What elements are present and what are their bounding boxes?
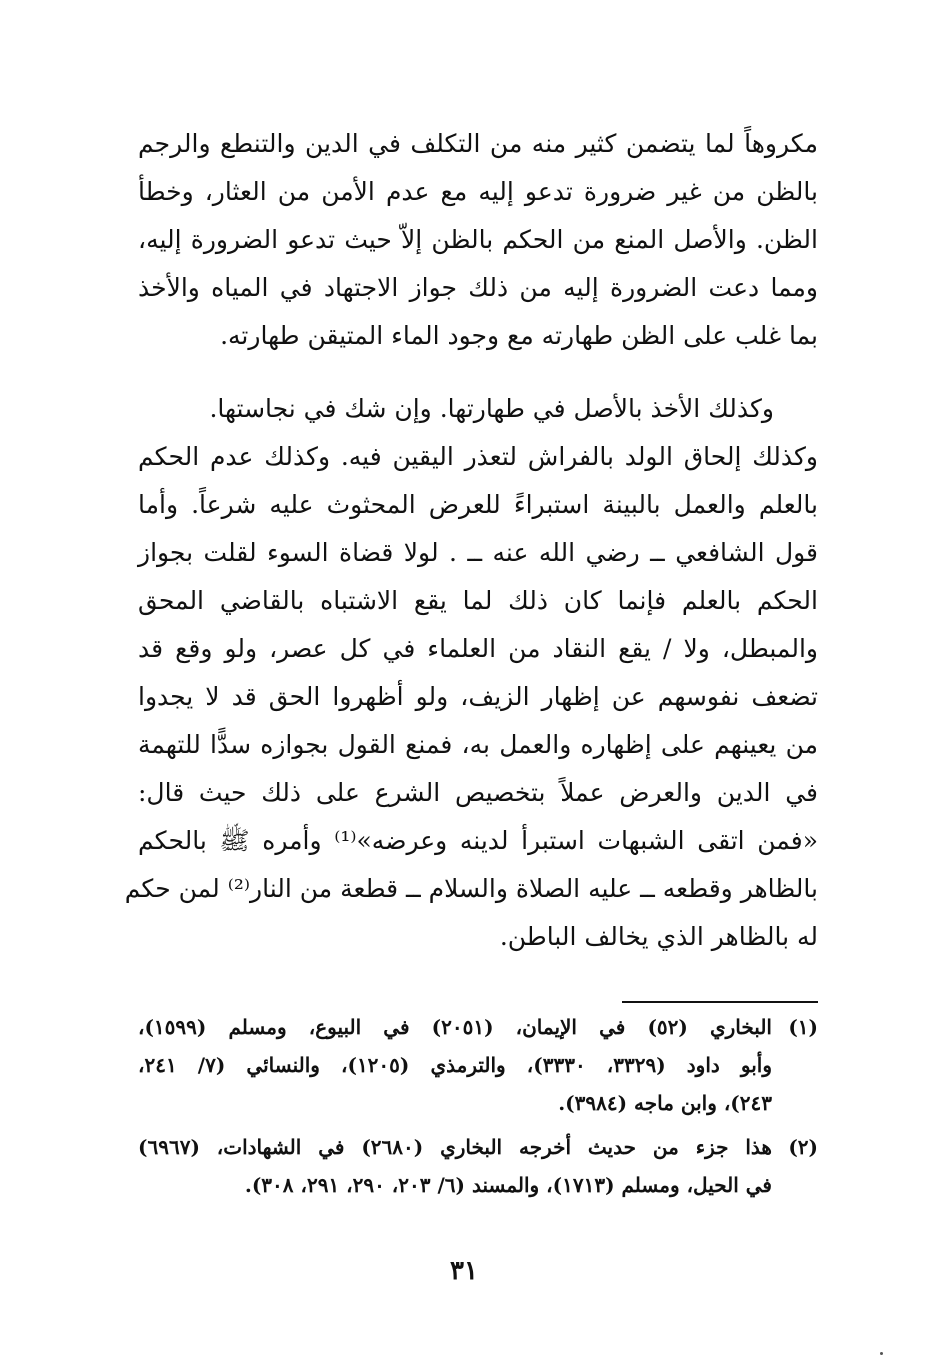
- text-line: من يعينهم على إظهاره والعمل به، فمنع القول بجوازه سدًّا للتهمة: [138, 730, 818, 759]
- text-line: مكروهاً لما يتضمن كثير منه من التكلف في الدين والتنطع والرجم: [138, 129, 818, 158]
- footnotes: [138, 1008, 818, 1210]
- footnote-line: في الحيل، ومسلم (١٧١٣)، والمسند (٦/ ٢٠٣، ٢٩٠، ٢٩١، ٣٠٨).: [244, 1173, 772, 1197]
- footnote-line: ٢٤٣)، وابن ماجه (٣٩٨٤).: [558, 1091, 772, 1115]
- page-number: ٣١: [450, 1256, 478, 1286]
- footnote-line: هذا جزء من حديث أخرجه البخاري (٢٦٨٠) في الشهادات، (٦٩٦٧): [138, 1135, 772, 1159]
- text-line: «فمن اتقى الشبهات استبرأ لدينه وعرضه»⁽¹⁾ وأمره ﷺ بالحكم: [138, 826, 818, 855]
- footnote-number: (٢): [788, 1135, 818, 1159]
- text-line: له بالظاهر الذي يخالف الباطن.: [499, 922, 818, 951]
- text-line: الحكم بالعلم فإنما كان ذلك لما يقع الاشتباه بالقاضي المحق: [138, 586, 818, 615]
- text-line: بما غلب على الظن طهارته مع وجود الماء المتيقن طهارته.: [220, 321, 818, 350]
- text-line: قول الشافعي ــ رضي الله عنه ــ . لولا قضاة السوء لقلت بجواز: [138, 538, 818, 567]
- text-line: الظن. والأصل المنع من الحكم بالظن إلاّ حيث تدعو الضرورة إليه،: [138, 225, 818, 254]
- text-line: في الدين والعرض عملاً بتخصيص الشرع على ذلك حيث قال:: [138, 778, 818, 807]
- text-line: بالظن من غير ضرورة تدعو إليه مع عدم الأمن من العثار، وخطأ: [138, 177, 818, 206]
- footnote-1: [138, 1008, 818, 1122]
- text-line: وكذلك الأخذ بالأصل في طهارتها. وإن شك في نجاستها.: [209, 394, 774, 423]
- text-line: بالظاهر وقطعه ــ عليه الصلاة والسلام ــ قطعة من النار⁽²⁾ لمن حكم: [124, 874, 818, 903]
- footnote-2: [138, 1128, 818, 1204]
- scan-speck: [880, 1352, 883, 1355]
- text-line: تضعف نفوسهم عن إظهار الزيف، ولو أظهروا الحق قد لا يجدوا: [138, 682, 818, 711]
- text-line: ومما دعت الضرورة إليه من ذلك جواز الاجتهاد في المياه والأخذ: [138, 273, 818, 302]
- paragraph-1: [138, 120, 818, 360]
- footnote-line: البخاري (٥٢) في الإيمان، (٢٠٥١) في البيوع، ومسلم (١٥٩٩)،: [138, 1015, 772, 1039]
- text-line: وكذلك إلحاق الولد بالفراش لتعذر اليقين فيه. وكذلك عدم الحكم: [138, 442, 818, 471]
- footnote-number: (١): [788, 1015, 818, 1039]
- text-line: بالعلم والعمل بالبينة استبراءً للعرض المحثوث عليه شرعاً. وأما: [138, 490, 818, 519]
- text-line: والمبطل، ولا / يقع النقاد من العلماء في كل عصر، ولو وقع قد: [138, 634, 818, 663]
- footnote-line: وأبو داود (٣٣٢٩، ٣٣٣٠)، والترمذي (١٢٠٥)، والنسائي (٧/ ٢٤١،: [138, 1053, 772, 1077]
- paragraph-2: [124, 385, 818, 961]
- footnote-separator: [622, 1001, 818, 1003]
